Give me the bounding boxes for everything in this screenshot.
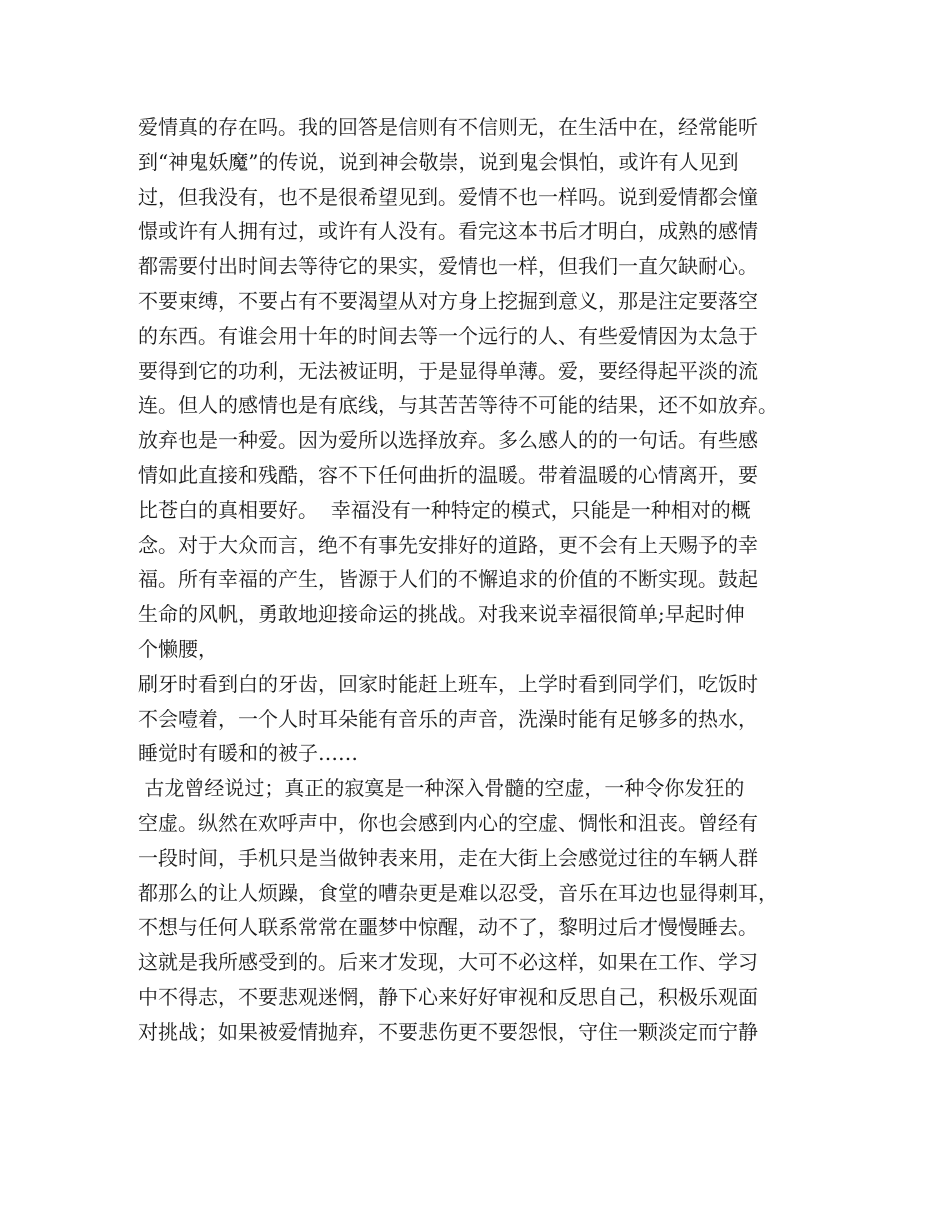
text-line: 比苍白的真相要好。 幸福没有一种特定的模式，只能是一种相对的概 <box>138 497 751 522</box>
text-line: 爱情真的存在吗。我的回答是信则有不信则无，在生活中在，经常能听 <box>138 115 758 139</box>
text-line: 到“神鬼妖魔”的传说，说到神会敬崇，说到鬼会惧怕，或许有人见到 <box>138 149 739 174</box>
text-line: 连。但人的感情也是有底线，与其苦苦等待不可能的结果，还不如放弃。 <box>138 393 778 418</box>
text-line: 空虚。纵然在欢呼声中，你也会感到内心的空虚、惆怅和沮丧。曾经有 <box>138 810 758 835</box>
text-line: 福。所有幸福的产生，皆源于人们的不懈追求的价值的不断实现。鼓起 <box>138 567 758 592</box>
text-line: 刷牙时看到白的牙齿，回家时能赶上班车，上学时看到同学们，吃饭时 <box>138 671 758 696</box>
text-line: 放弃也是一种爱。因为爱所以选择放弃。多么感人的的一句话。有些感 <box>138 428 758 453</box>
text-line: 不会噎着，一个人时耳朵能有音乐的声音，洗澡时能有足够多的热水， <box>138 706 758 731</box>
text-line: 中不得志，不要悲观迷惘，静下心来好好审视和反思自己，积极乐观面 <box>138 984 758 1009</box>
text-line: 不想与任何人联系常常在噩梦中惊醒，动不了，黎明过后才慢慢睡去。 <box>138 915 758 940</box>
text-line: 的东西。有谁会用十年的时间去等一个远行的人、有些爱情因为太急于 <box>138 323 758 348</box>
text-line: 都那么的让人烦躁，食堂的嘈杂更是难以忍受，音乐在耳边也显得刺耳， <box>138 880 778 905</box>
text-line: 情如此直接和残酷，容不下任何曲折的温暖。带着温暖的心情离开，要 <box>138 462 758 487</box>
text-line: 一段时间，手机只是当做钟表来用，走在大街上会感觉过往的车辆人群 <box>138 845 758 870</box>
text-line: 都需要付出时间去等待它的果实，爱情也一样，但我们一直欠缺耐心。 <box>138 254 758 279</box>
body-text <box>138 110 838 1050</box>
text-line: 睡觉时有暖和的被子…… <box>138 741 358 766</box>
text-line: 不要束缚，不要占有不要渴望从对方身上挖掘到意义，那是注定要落空 <box>138 288 758 313</box>
text-line: 过，但我没有，也不是很希望见到。爱情不也一样吗。说到爱情都会憧 <box>138 184 758 209</box>
text-line: 念。对于大众而言，绝不有事先安排好的道路，更不会有上天赐予的幸 <box>138 532 758 557</box>
text-line: 要得到它的功利，无法被证明，于是显得单薄。爱，要经得起平淡的流 <box>138 358 758 383</box>
text-line: 生命的风帆，勇敢地迎接命运的挑战。对我来说幸福很简单;早起时伸 <box>138 602 745 627</box>
text-line: 憬或许有人拥有过，或许有人没有。看完这本书后才明白，成熟的感情 <box>138 219 758 244</box>
text-line: 对挑战；如果被爱情抛弃，不要悲伤更不要怨恨，守住一颗淡定而宁静 <box>138 1019 758 1044</box>
text-line: 个懒腰， <box>138 636 218 661</box>
text-line: 古龙曾经说过；真正的寂寞是一种深入骨髓的空虚，一种令你发狂的 <box>138 776 745 801</box>
text-line: 这就是我所感受到的。后来才发现，大可不必这样，如果在工作、学习 <box>138 950 758 975</box>
